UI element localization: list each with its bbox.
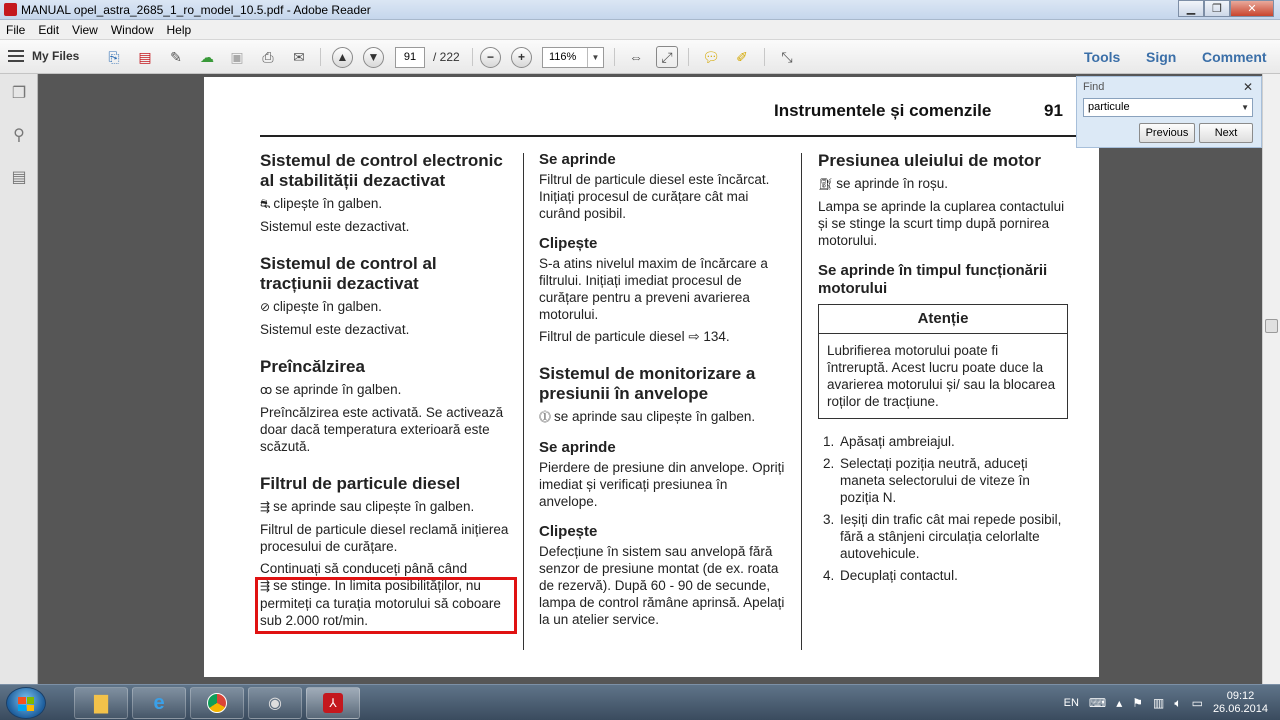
find-previous-button[interactable]: Previous [1139,123,1195,143]
folder-icon: ▇ [94,692,108,713]
tire-pressure-icon: ⓵ [539,410,552,424]
create-pdf-icon: ⎘ [108,48,120,65]
keyboard-icon[interactable]: ⌨ [1088,696,1107,710]
save-icon: ▣ [230,48,244,65]
column-3 [818,151,1068,589]
section-title: Sistemul de control electronic al stabilității dezactivat [260,151,503,190]
sticky-note-button[interactable] [700,45,722,69]
save-button[interactable] [226,45,248,69]
paragraph: se aprinde sau clipește în galben. [554,409,756,424]
paragraph: se stinge. În limita posibilităților, nu permiteți ca turația motorului să coboare sub 2.000 rot/min. [260,578,501,628]
column-divider [801,153,802,650]
column-2 [539,151,789,633]
section-title: Presiunea uleiului de motor [818,151,1041,170]
fit-width-button[interactable] [625,45,647,69]
zoom-value: 116% [549,50,577,63]
list-item: 3. Ieșiți din trafic cât mai repede posibil, fără a stânjeni circulația celorlalte autovehicule. [823,512,1062,561]
find-label: Find [1083,81,1105,93]
printer-icon: ⎙ [262,48,274,65]
window-controls [1178,0,1274,17]
taskbar-webcam[interactable] [248,687,302,719]
webcam-icon: ◉ [268,695,282,712]
section-title: Se aprinde în timpul funcționării motorului [818,262,1048,297]
page-number: 91 [1044,101,1063,120]
title-bar [0,0,1280,20]
scrollbar-thumb[interactable] [1265,319,1278,333]
paragraph: clipește în galben. [273,196,383,211]
language-indicator[interactable]: EN [1063,697,1079,709]
section-title: Preîncălzirea [260,357,365,376]
section-title: Se aprinde [539,439,616,456]
menu-help[interactable]: Help [166,22,192,37]
toolbar-separator [764,48,765,66]
windows-logo-icon [18,697,34,711]
find-panel [1076,76,1262,148]
print-button[interactable] [257,45,279,69]
menu-file[interactable]: File [6,22,26,37]
page-total: / 222 [433,50,460,64]
attachments-icon[interactable]: ⚲ [13,127,25,144]
paragraph: Pierdere de presiune din anvelope. Opriți imediat și verificați presiunea în anvelope. [539,460,785,509]
attention-body: Lubrifierea motorului poate fi întreruptă. Acest lucru poate duce la avarierea motorului și/ sau la blocarea roților de tracțiune. [827,343,1056,409]
minimize-button[interactable]: ▁ [1178,0,1204,17]
pdf-page [204,77,1099,677]
toolbar [0,40,1280,74]
section-title: Filtrul de particule diesel [260,474,461,493]
menu-icon [8,50,24,62]
chrome-icon [207,693,227,713]
close-icon[interactable]: ✕ [1242,80,1253,94]
document-area [39,74,1262,684]
paragraph: Filtrul de particule diesel este încărcat. Inițiați procesul de curățare cât mai curând posibil. [539,172,770,221]
system-tray [1064,685,1280,720]
paragraph: se aprinde sau clipește în galben. [273,499,475,514]
paragraph: S-a atins nivelul maxim de încărcare a filtrului. Inițiați imediat procesul de curățare pentru a preveni avarierea motorului. [539,256,768,322]
zoom-select[interactable] [542,45,604,69]
taskbar-explorer[interactable] [74,687,128,719]
find-query: particule [1088,101,1130,113]
my-files-label: My Files [32,49,80,63]
previous-page-button[interactable] [332,45,353,69]
oil-pressure-icon: ⛽︎ [818,177,834,191]
signatures-icon[interactable]: ▤ [11,169,27,186]
esc-warning-icon: ⛐ [260,197,271,211]
adobe-reader-icon [4,3,17,16]
column-divider [523,153,524,650]
glow-plug-icon: ꝏ [260,383,273,397]
export-pdf-icon: ▤ [138,48,152,65]
highlighter-icon: ✐ [736,48,748,65]
taskbar-chrome[interactable] [190,687,244,719]
open-file-button[interactable] [134,45,156,69]
list-item: 4. Decuplați contactul. [823,568,958,583]
internet-explorer-icon: e [153,691,165,714]
close-button[interactable]: ✕ [1230,0,1274,17]
minus-icon: − [480,47,501,68]
power-icon[interactable]: ▭ [1191,696,1203,710]
cloud-upload-icon: ☁ [200,48,214,65]
highlight-annotation-box [255,577,517,634]
network-icon[interactable]: ▥ [1153,696,1165,710]
section-title: Se aprinde [539,151,616,168]
window-title: MANUAL opel_astra_2685_1_ro_model_10.5.pdf - Adobe Reader [21,3,371,17]
volume-icon[interactable]: 🔈︎ [1174,695,1182,710]
toolbar-separator [472,48,473,66]
arrow-up-icon: ▲ [332,47,353,68]
maximize-button[interactable]: ❐ [1204,0,1230,17]
fit-width-icon: ⇔ [629,49,643,65]
toolbar-separator [614,48,615,66]
chevron-down-icon: ▼ [587,48,603,67]
envelope-icon: ✉ [293,48,305,65]
paragraph: Sistemul este dezactivat. [260,322,410,337]
chevron-down-icon[interactable]: ▼ [1241,103,1249,112]
clock[interactable] [1213,690,1268,716]
adobe-reader-icon: ⅄ [323,693,343,713]
edit-button[interactable] [165,45,187,69]
zoom-out-button[interactable] [480,45,501,69]
menu-bar [0,20,1280,40]
upload-button[interactable] [196,45,218,69]
clock-date: 26.06.2014 [1212,703,1268,715]
plus-icon: + [511,47,532,68]
paragraph: clipește în galben. [273,299,382,314]
steps-list [818,433,1068,584]
highlight-button[interactable] [731,45,753,69]
chevron-up-icon[interactable]: ▴ [1116,696,1123,710]
fit-page-icon: ⤢ [656,46,678,68]
paragraph: se aprinde în galben. [275,382,402,397]
create-pdf-button[interactable] [103,45,125,69]
section-title: Clipește [539,523,598,540]
menu-window[interactable]: Window [110,22,154,37]
diesel-filter-icon: ⇶ [260,579,271,593]
edit-icon: ✎ [170,48,182,65]
tc-off-icon: ⊘ [260,300,271,314]
taskbar-ie[interactable] [132,687,186,719]
find-input[interactable] [1083,98,1253,117]
vertical-scrollbar[interactable] [1262,74,1280,684]
paragraph: Filtrul de particule diesel reclamă inițierea procesului de curățare. [260,522,509,554]
fullscreen-button[interactable] [776,45,798,69]
list-item: 2. Selectați poziția neutră, aduceți maneta selectorului de viteze în poziția N. [823,456,1030,505]
diesel-filter-icon: ⇶ [260,500,271,514]
paragraph: Continuați să conduceți până când [260,561,468,576]
paragraph: Filtrul de particule diesel ⇨ 134. [539,329,730,344]
page-thumbnails-icon[interactable]: ❐ [11,85,27,102]
sign-button[interactable]: Sign [1146,49,1177,65]
navigation-pane [0,74,38,684]
email-button[interactable] [288,45,310,69]
attention-title: Atenție [819,305,1067,334]
fit-page-button[interactable] [656,45,678,69]
menu-view[interactable]: View [72,22,98,37]
paragraph: Lampa se aprinde la cuplarea contactului și se stinge la scurt timp după pornirea motorului. [818,199,1065,248]
page-number-input[interactable]: 91 [395,45,425,69]
attention-box [818,304,1068,419]
expand-icon: ⤡ [781,48,793,65]
my-files-button[interactable] [8,49,79,63]
action-center-icon[interactable]: ⚑ [1132,696,1144,710]
comment-button[interactable]: Comment [1202,49,1267,65]
paragraph: Preîncălzirea este activată. Se activează doar dacă temperatura exterioară este scăzută. [260,405,504,454]
section-title: Sistemul de monitorizare a presiunii în anvelope [539,364,756,403]
next-page-button[interactable] [363,45,384,69]
paragraph: Sistemul este dezactivat. [260,219,410,234]
header-rule [260,135,1092,137]
comment-icon: 💬︎ [702,48,720,65]
zoom-in-button[interactable] [511,45,532,69]
arrow-down-icon: ▼ [363,47,384,68]
paragraph: se aprinde în roșu. [836,176,949,191]
section-title: Sistemul de control al tracțiunii dezactivat [260,254,437,293]
clock-time: 09:12 [1226,690,1255,702]
list-item: 1. Apăsați ambreiajul. [823,434,955,449]
page-header: Instrumentele și comenzile [774,101,992,120]
section-title: Clipește [539,235,598,252]
paragraph: Defecțiune în sistem sau anvelopă fără senzor de presiune montat (de ex. roata de rezervă). După 60 - 90 de secunde, lampa de control rămâne aprinsă. Apelați la un atelier service. [539,544,785,627]
menu-edit[interactable]: Edit [38,22,60,37]
column-1 [260,151,512,634]
find-next-button[interactable]: Next [1199,123,1253,143]
toolbar-separator [320,48,321,66]
start-button[interactable] [6,687,46,719]
tools-button[interactable]: Tools [1084,49,1121,65]
taskbar [0,684,1280,720]
taskbar-adobe-reader[interactable] [306,687,360,719]
toolbar-separator [688,48,689,66]
